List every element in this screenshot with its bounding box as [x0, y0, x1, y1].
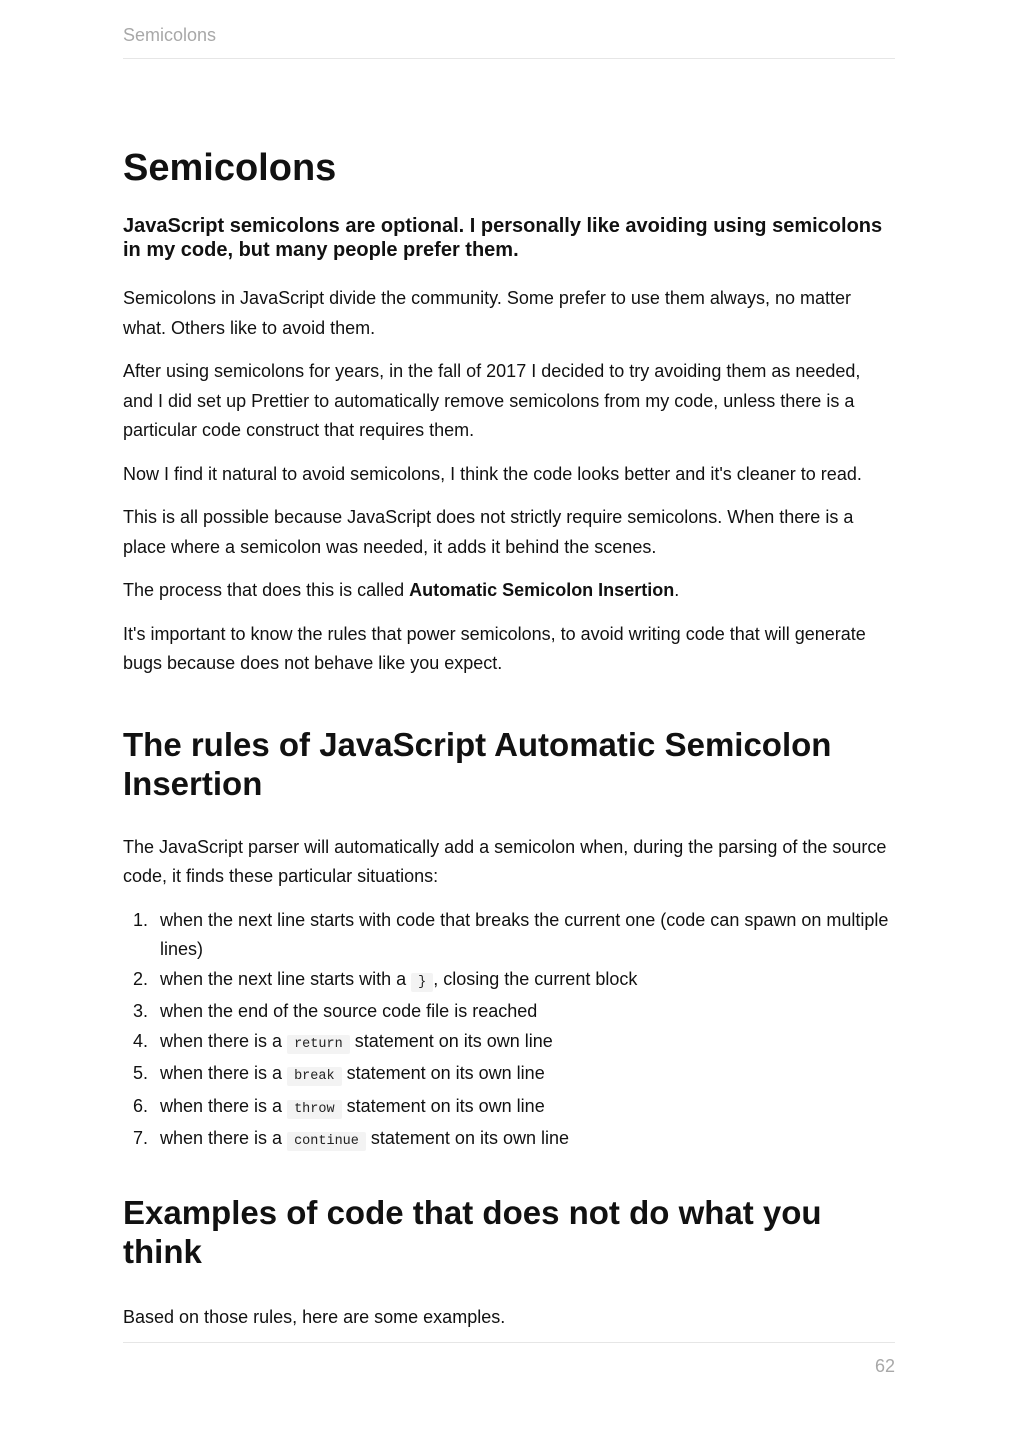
list-item	[123, 965, 895, 998]
list-number: 1.	[133, 909, 149, 930]
examples-heading: Examples of code that does not do what you think	[123, 1193, 822, 1270]
list-number: 4.	[133, 1030, 149, 1051]
inline-code: return	[287, 1035, 350, 1054]
list-text: , closing the current block	[433, 968, 638, 989]
list-text: when the end of the source code file is reached	[160, 1001, 538, 1021]
list-item	[123, 906, 895, 965]
paragraph: Semicolons in JavaScript divide the community. Some prefer to use them always, no matter what. Others like to avoid them.	[123, 288, 851, 338]
list-text: when there is a	[160, 1128, 288, 1148]
list-text: when the next line starts with a	[160, 968, 412, 989]
header-divider	[123, 58, 895, 59]
inline-code: }	[411, 973, 433, 992]
running-header: Semicolons	[123, 25, 217, 45]
paragraph: This is all possible because JavaScript does not strictly require semicolons. When there is a place where a semicolon was needed, it adds it behind the scenes.	[123, 507, 854, 557]
list-number: 7.	[133, 1128, 149, 1148]
list-number: 3.	[133, 1001, 149, 1021]
page-title: Semicolons	[123, 147, 337, 189]
list-item	[123, 1059, 895, 1092]
asi-term: Automatic Semicolon Insertion	[409, 580, 675, 600]
list-text: statement on its own line	[349, 1030, 553, 1051]
list-text: when there is a	[160, 1063, 288, 1083]
list-text: statement on its own line	[341, 1063, 545, 1083]
page-number: 62	[874, 1356, 895, 1376]
rules-heading: The rules of JavaScript Automatic Semicolon Insertion	[123, 725, 832, 802]
list-number: 6.	[133, 1095, 149, 1116]
rules-list	[123, 906, 895, 1157]
list-text: statement on its own line	[341, 1095, 545, 1116]
examples-intro: Based on those rules, here are some examples.	[123, 1306, 506, 1327]
list-number: 2.	[133, 968, 149, 989]
list-item	[123, 1092, 895, 1125]
asi-paragraph	[123, 576, 895, 606]
paragraph: It's important to know the rules that power semicolons, to avoid writing code that will generate bugs because does not behave like you expect.	[123, 623, 866, 673]
list-text: when there is a	[160, 1095, 288, 1116]
asi-text-before: The process that does this is called	[123, 580, 410, 600]
list-text: statement on its own line	[365, 1128, 569, 1148]
paragraph: After using semicolons for years, in the fall of 2017 I decided to try avoiding them as needed, and I did set up Prettier to automatically remove semicolons from my code, unless there is a particular code construct that requires them.	[123, 361, 861, 440]
page-content	[123, 140, 895, 1346]
list-item	[123, 1027, 895, 1060]
asi-text-after: .	[674, 580, 680, 600]
paragraph: Now I find it natural to avoid semicolons, I think the code looks better and it's cleaner to read.	[123, 463, 862, 484]
list-item	[123, 997, 895, 1027]
list-item	[123, 1124, 895, 1157]
list-number: 5.	[133, 1063, 149, 1083]
inline-code: throw	[287, 1100, 342, 1119]
list-text: when the next line starts with code that breaks the current one (code can spawn on multiple lines)	[160, 909, 889, 959]
rules-intro: The JavaScript parser will automatically add a semicolon when, during the parsing of the source code, it finds these particular situations:	[123, 836, 887, 886]
lead-paragraph: JavaScript semicolons are optional. I personally like avoiding using semicolons in my code, but many people prefer them.	[123, 215, 883, 261]
list-text: when there is a	[160, 1030, 288, 1051]
inline-code: break	[287, 1067, 342, 1086]
footer-divider	[123, 1342, 895, 1343]
inline-code: continue	[287, 1132, 366, 1151]
